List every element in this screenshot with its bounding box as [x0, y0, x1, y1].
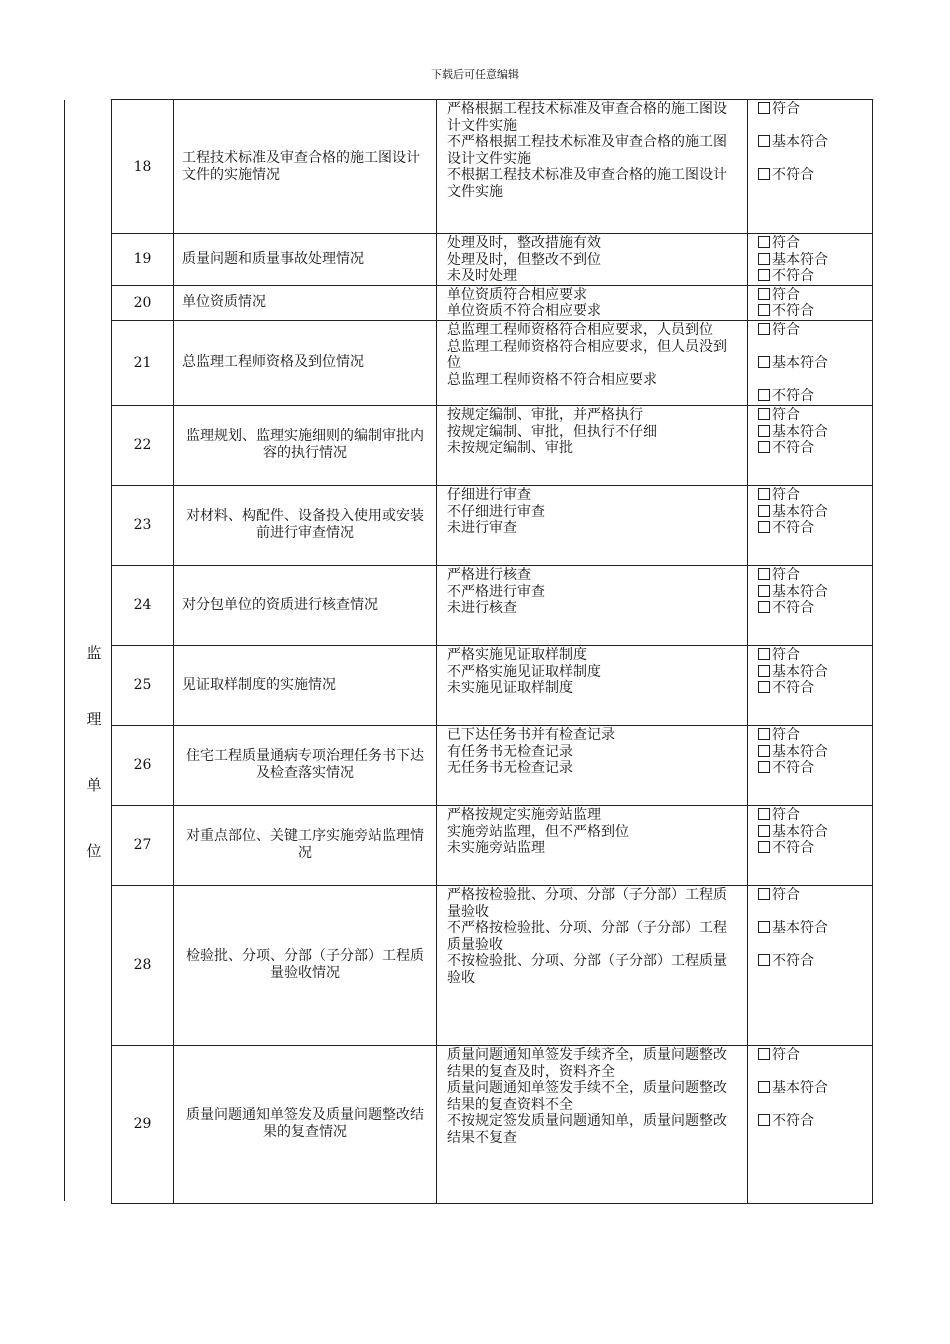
table-row	[112, 405, 873, 485]
row-number: 23	[112, 485, 174, 565]
checkbox-icon[interactable]	[758, 269, 770, 281]
result-option[interactable]	[758, 252, 872, 269]
table-row	[112, 885, 873, 1045]
result-option[interactable]	[758, 407, 872, 424]
result-label: 基本符合	[772, 743, 828, 760]
standard-cell	[437, 725, 748, 805]
checkbox-icon[interactable]	[758, 488, 770, 500]
inspection-item: 对材料、构配件、设备投入使用或安装前进行审查情况	[174, 485, 437, 565]
unit-char: 监	[86, 644, 102, 662]
standard-text: 不严格按检验批、分项、分部（子分部）工程质量验收	[447, 920, 727, 953]
result-option[interactable]	[758, 807, 872, 824]
result-label: 基本符合	[772, 663, 828, 680]
result-label: 不符合	[772, 440, 814, 457]
result-option[interactable]	[758, 1047, 872, 1064]
inspection-item: 对重点部位、关键工序实施旁站监理情况	[174, 805, 437, 885]
table-row	[112, 285, 873, 320]
checkbox-icon[interactable]	[758, 568, 770, 580]
page-header: 下载后可任意编辑	[431, 68, 519, 81]
result-option[interactable]	[758, 647, 872, 664]
row-number: 29	[112, 1045, 174, 1203]
checkbox-icon[interactable]	[758, 356, 770, 368]
result-spacer	[758, 1064, 872, 1081]
result-spacer	[758, 904, 872, 921]
result-option[interactable]	[758, 167, 872, 184]
result-label: 基本符合	[772, 1080, 828, 1097]
row-number: 25	[112, 645, 174, 725]
result-option[interactable]	[758, 504, 872, 521]
result-label: 不符合	[772, 520, 814, 537]
checkbox-icon[interactable]	[758, 841, 770, 853]
result-label: 不符合	[772, 388, 814, 405]
result-cell	[748, 405, 873, 485]
result-label: 符合	[772, 726, 800, 743]
result-label: 不符合	[772, 167, 814, 184]
result-option[interactable]	[758, 520, 872, 537]
checkbox-icon[interactable]	[758, 761, 770, 773]
result-option[interactable]	[758, 600, 872, 617]
standard-text: 质量问题通知单签发手续不全，质量问题整改结果的复查资料不全	[447, 1080, 727, 1113]
inspection-item: 单位资质情况	[174, 285, 437, 320]
left-margin-line	[64, 100, 65, 1201]
result-label: 符合	[772, 321, 800, 338]
standard-text: 严格根据工程技术标准及审查合格的施工图设计文件实施	[447, 101, 727, 134]
result-spacer	[758, 937, 872, 954]
result-label: 不符合	[772, 303, 814, 320]
standard-text: 处理及时，整改措施有效	[447, 235, 601, 251]
checkbox-icon[interactable]	[758, 585, 770, 597]
result-cell	[748, 565, 873, 645]
standard-text: 无任务书无检查记录	[447, 760, 573, 777]
checkbox-icon[interactable]	[758, 304, 770, 316]
standard-text: 未按规定编制、审批	[447, 440, 573, 457]
result-spacer	[758, 1097, 872, 1114]
standard-cell	[437, 405, 748, 485]
inspection-table	[111, 99, 873, 1204]
standard-text: 质量问题通知单签发手续齐全，质量问题整改结果的复查及时，资料齐全	[447, 1046, 727, 1080]
checkbox-icon[interactable]	[758, 1081, 770, 1093]
standard-text: 仔细进行审查	[447, 486, 531, 503]
result-label: 符合	[772, 235, 800, 251]
standard-text: 处理及时，但整改不到位	[447, 251, 601, 268]
standard-cell	[437, 234, 748, 286]
result-option[interactable]	[758, 840, 872, 857]
standard-cell	[437, 285, 748, 320]
checkbox-icon[interactable]	[758, 288, 770, 300]
result-label: 不符合	[772, 680, 814, 697]
result-option[interactable]	[758, 134, 872, 151]
result-option[interactable]	[758, 287, 872, 304]
standard-cell	[437, 485, 748, 565]
inspection-item: 质量问题和质量事故处理情况	[174, 234, 437, 286]
checkbox-icon[interactable]	[758, 425, 770, 437]
result-label: 不符合	[772, 760, 814, 777]
standard-text: 不严格进行审查	[447, 583, 545, 600]
checkbox-icon[interactable]	[758, 168, 770, 180]
result-option[interactable]	[758, 303, 872, 320]
result-option[interactable]	[758, 727, 872, 744]
result-option[interactable]	[758, 887, 872, 904]
result-cell	[748, 805, 873, 885]
result-label: 符合	[772, 286, 800, 303]
result-option[interactable]	[758, 953, 872, 970]
checkbox-icon[interactable]	[758, 521, 770, 533]
checkbox-icon[interactable]	[758, 648, 770, 660]
result-option[interactable]	[758, 680, 872, 697]
row-number: 27	[112, 805, 174, 885]
table-row	[112, 320, 873, 405]
result-cell	[748, 645, 873, 725]
standard-text: 单位资质符合相应要求	[447, 286, 587, 303]
result-label: 符合	[772, 406, 800, 423]
standard-text: 实施旁站监理，但不严格到位	[447, 823, 629, 840]
result-label: 不符合	[772, 1113, 814, 1130]
standard-cell	[437, 885, 748, 1045]
result-label: 不符合	[772, 840, 814, 857]
result-label: 符合	[772, 566, 800, 583]
standard-text: 严格进行核查	[447, 566, 531, 583]
standard-text: 严格按检验批、分项、分部（子分部）工程质量验收	[447, 886, 727, 920]
result-label: 符合	[772, 1046, 800, 1063]
result-label: 基本符合	[772, 503, 828, 520]
result-spacer	[758, 151, 872, 168]
result-option[interactable]	[758, 567, 872, 584]
result-option[interactable]	[758, 1080, 872, 1097]
inspection-item: 质量问题通知单签发及质量问题整改结果的复查情况	[174, 1045, 437, 1203]
result-label: 不符合	[772, 600, 814, 617]
result-cell	[748, 485, 873, 565]
standard-text: 未实施见证取样制度	[447, 680, 573, 697]
checkbox-icon[interactable]	[758, 408, 770, 420]
result-cell	[748, 725, 873, 805]
table-row	[112, 100, 873, 234]
result-cell	[748, 320, 873, 405]
result-cell	[748, 285, 873, 320]
result-label: 基本符合	[772, 823, 828, 840]
row-number: 18	[112, 100, 174, 234]
row-number: 19	[112, 234, 174, 286]
row-number: 28	[112, 885, 174, 1045]
standard-text: 不按规定签发质量问题通知单，质量问题整改结果不复查	[447, 1113, 727, 1146]
checkbox-icon[interactable]	[758, 1048, 770, 1060]
checkbox-icon[interactable]	[758, 389, 770, 401]
checkbox-icon[interactable]	[758, 505, 770, 517]
checkbox-icon[interactable]	[758, 1114, 770, 1126]
result-label: 符合	[772, 646, 800, 663]
checkbox-icon[interactable]	[758, 323, 770, 335]
standard-text: 总监理工程师资格符合相应要求，但人员没到位	[447, 338, 727, 372]
result-cell	[748, 234, 873, 286]
standard-text: 不根据工程技术标准及审查合格的施工图设计文件实施	[447, 167, 727, 200]
result-spacer	[758, 339, 872, 356]
result-option[interactable]	[758, 584, 872, 601]
inspection-item: 总监理工程师资格及到位情况	[174, 320, 437, 405]
standard-text: 总监理工程师资格不符合相应要求	[447, 371, 657, 388]
result-option[interactable]	[758, 664, 872, 681]
result-option[interactable]	[758, 101, 872, 118]
result-label: 不符合	[772, 953, 814, 970]
table-row	[112, 1045, 873, 1203]
result-option[interactable]	[758, 322, 872, 339]
standard-text: 不按检验批、分项、分部（子分部）工程质量验收	[447, 953, 727, 986]
standard-text: 不仔细进行审查	[447, 503, 545, 520]
checkbox-icon[interactable]	[758, 825, 770, 837]
unit-label	[80, 620, 108, 884]
standard-text: 不严格实施见证取样制度	[447, 663, 601, 680]
checkbox-icon[interactable]	[758, 665, 770, 677]
row-number: 22	[112, 405, 174, 485]
result-label: 基本符合	[772, 423, 828, 440]
table-row	[112, 565, 873, 645]
result-label: 基本符合	[772, 583, 828, 600]
result-option[interactable]	[758, 424, 872, 441]
standard-cell	[437, 1045, 748, 1203]
standard-text: 不严格根据工程技术标准及审查合格的施工图设计文件实施	[447, 134, 727, 167]
result-label: 基本符合	[772, 920, 828, 937]
standard-text: 未及时处理	[447, 268, 517, 285]
result-cell	[748, 885, 873, 1045]
checkbox-icon[interactable]	[758, 808, 770, 820]
standard-text: 总监理工程师资格符合相应要求，人员到位	[447, 321, 713, 338]
result-option[interactable]	[758, 1113, 872, 1130]
standard-text: 按规定编制、审批，但执行不仔细	[447, 423, 657, 440]
standard-text: 已下达任务书并有检查记录	[447, 726, 615, 743]
standard-text: 未实施旁站监理	[447, 840, 545, 857]
row-number: 20	[112, 285, 174, 320]
standard-text: 有任务书无检查记录	[447, 743, 573, 760]
checkbox-icon[interactable]	[758, 728, 770, 740]
result-option[interactable]	[758, 388, 872, 405]
checkbox-icon[interactable]	[758, 441, 770, 453]
table-row	[112, 645, 873, 725]
standard-cell	[437, 320, 748, 405]
checkbox-icon[interactable]	[758, 681, 770, 693]
checkbox-icon[interactable]	[758, 888, 770, 900]
result-cell	[748, 1045, 873, 1203]
checkbox-icon[interactable]	[758, 921, 770, 933]
result-spacer	[758, 118, 872, 135]
result-label: 符合	[772, 886, 800, 903]
result-label: 基本符合	[772, 134, 828, 151]
checkbox-icon[interactable]	[758, 253, 770, 265]
result-label: 符合	[772, 101, 800, 117]
inspection-item: 见证取样制度的实施情况	[174, 645, 437, 725]
inspection-item: 检验批、分项、分部（子分部）工程质量验收情况	[174, 885, 437, 1045]
standard-text: 按规定编制、审批，并严格执行	[447, 406, 643, 423]
standard-text: 未进行核查	[447, 600, 517, 617]
result-option[interactable]	[758, 920, 872, 937]
result-spacer	[758, 372, 872, 389]
unit-char: 单	[86, 776, 102, 794]
standard-cell	[437, 565, 748, 645]
result-option[interactable]	[758, 487, 872, 504]
checkbox-icon[interactable]	[758, 954, 770, 966]
result-label: 符合	[772, 806, 800, 823]
checkbox-icon[interactable]	[758, 236, 770, 248]
result-option[interactable]	[758, 235, 872, 252]
result-label: 基本符合	[772, 251, 828, 268]
table-row	[112, 234, 873, 286]
standard-cell	[437, 100, 748, 234]
inspection-item: 监理规划、监理实施细则的编制审批内容的执行情况	[174, 405, 437, 485]
standard-text: 未进行审查	[447, 520, 517, 537]
result-option[interactable]	[758, 268, 872, 285]
result-label: 不符合	[772, 268, 814, 285]
row-number: 26	[112, 725, 174, 805]
standard-text: 单位资质不符合相应要求	[447, 303, 601, 320]
standard-cell	[437, 645, 748, 725]
result-option[interactable]	[758, 760, 872, 777]
unit-char: 理	[86, 710, 102, 728]
inspection-item: 工程技术标准及审查合格的施工图设计文件的实施情况	[174, 100, 437, 234]
inspection-item: 住宅工程质量通病专项治理任务书下达及检查落实情况	[174, 725, 437, 805]
result-label: 基本符合	[772, 355, 828, 372]
result-label: 符合	[772, 486, 800, 503]
checkbox-icon[interactable]	[758, 102, 770, 114]
result-option[interactable]	[758, 440, 872, 457]
standard-cell	[437, 805, 748, 885]
result-option[interactable]	[758, 355, 872, 372]
standard-text: 严格按规定实施旁站监理	[447, 806, 601, 823]
checkbox-icon[interactable]	[758, 745, 770, 757]
table-row	[112, 485, 873, 565]
checkbox-icon[interactable]	[758, 601, 770, 613]
result-option[interactable]	[758, 824, 872, 841]
table-row	[112, 725, 873, 805]
standard-text: 严格实施见证取样制度	[447, 646, 587, 663]
result-cell	[748, 100, 873, 234]
table-row	[112, 805, 873, 885]
checkbox-icon[interactable]	[758, 135, 770, 147]
inspection-item: 对分包单位的资质进行核查情况	[174, 565, 437, 645]
row-number: 21	[112, 320, 174, 405]
result-option[interactable]	[758, 744, 872, 761]
unit-char: 位	[86, 842, 102, 860]
row-number: 24	[112, 565, 174, 645]
